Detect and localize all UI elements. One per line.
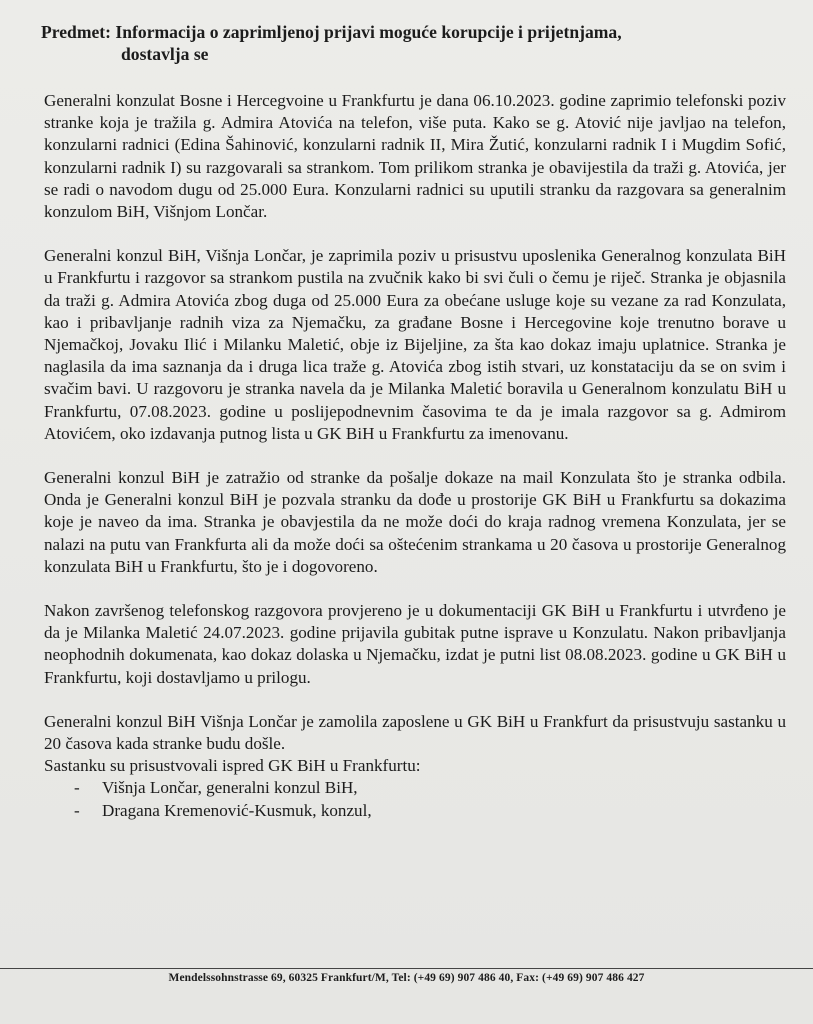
footer-address: Mendelssohnstrasse 69, 60325 Frankfurt/M, Tel: (+49 69) 907 486 40, Fax: (+49 69) 907 486 427 <box>168 972 645 984</box>
subject-line-2: dostavlja se <box>121 44 209 64</box>
paragraph-5: Generalni konzul BiH Višnja Lončar je zamolila zaposlene u GK BiH u Frankfurt da prisustvuju sastanku u 20 časova kada stranke budu došle. <box>44 711 786 754</box>
paragraph-2: Generalni konzul BiH, Višnja Lončar, je zaprimila poziv u prisustvu uposlenika Generalnog konzulata BiH u Frankfurtu i razgovor sa strankom pustila na zvučnik kako bi svi čuli o čemu je riječ. Stranka je objasnila da traži g. Admira Atovića zbog duga od 25.000 Eura za obećane usluge koje su vezane za rad Konzulata, kao i pribavljanje radnih viza za Njemačku, za građane Bosne i Hercegovine koje trenutno borave u Njemačkoj, Jovaku Ilić i Milanku Maletić, obje iz Bijeljine, za šta kao dokaz imaju uplatnice. Stranka je naglasila da ima saznanja da i druga lica traže g. Atovića zbog istih stvari, uz konstataciju da se on svim i svačim bavi. U razgovoru je stranka navela da je Milanka Maletić boravila u Generalnom konzulatu BiH u Frankfurtu, 07.08.2023. godine u poslijepodnevnim časovima te da je imala razgovor sa g. Admirom Atovićem, oko izdavanja putnog lista u GK BiH u Frankfurtu za imenovanu. <box>44 246 786 443</box>
document-body <box>44 90 786 822</box>
subject-heading <box>41 21 781 65</box>
meeting-intro: Sastanku su prisustvovali ispred GK BiH u Frankfurtu: <box>44 756 421 776</box>
attendee-item: - Dragana Kremenović-Kusmuk, konzul, <box>44 800 786 822</box>
paragraph-3: Generalni konzul BiH je zatražio od stranke da pošalje dokaze na mail Konzulata što je stranka odbila. Onda je Generalni konzul BiH je pozvala stranku da dođe u prostorije GK BiH u Frankfurtu sa dokazima koje je naveo da ima. Stranka je obavjestila da ne može doći do kraja radnog vremena Konzulata, jer se nalazi na putu van Frankfurta ali da može doći sa oštećenim strankama u 20 časova u prostorije Generalnog konzulata BiH u Frankfurtu, što je i dogovoreno. <box>44 468 786 576</box>
attendee-item: - Višnja Lončar, generalni konzul BiH, <box>44 777 786 799</box>
footer-divider <box>0 968 813 969</box>
attendee-list <box>44 777 786 821</box>
paragraph-1: Generalni konzulat Bosne i Hercegvoine u Frankfurtu je dana 06.10.2023. godine zaprimio telefonski poziv stranke koja je tražila g. Admira Atovića na telefon, više puta. Kako se g. Atović nije javljao na telefon, konzularni radnici (Edina Šahinović, konzularni radnik II, Mira Žutić, konzularni radnik I i Mugdim Sofić, konzularni radnik I) su razgovarali sa strankom. Tom prilikom stranka je obavijestila da traži g. Atovića, jer se radi o navodom dugu od 25.000 Eura. Konzularni radnici su uputili stranku da razgovara sa generalnim konzulom BiH, Višnjom Lončar. <box>44 91 786 222</box>
subject-line-1: Predmet: Informacija o zaprimljenoj prijavi moguće korupcije i prijetnjama, <box>41 22 622 42</box>
paragraph-4: Nakon završenog telefonskog razgovora provjereno je u dokumentaciji GK BiH u Frankfurtu i utvrđeno je da je Milanka Maletić 24.07.2023. godine prijavila gubitak putne isprave u Konzulatu. Nakon pribavljanja neophodnih dokumenata, kao dokaz dolaska u Njemačku, izdat je putni list 08.08.2023. godine u GK BiH u Frankfurtu, koji dostavljamo u prilogu. <box>44 601 786 687</box>
